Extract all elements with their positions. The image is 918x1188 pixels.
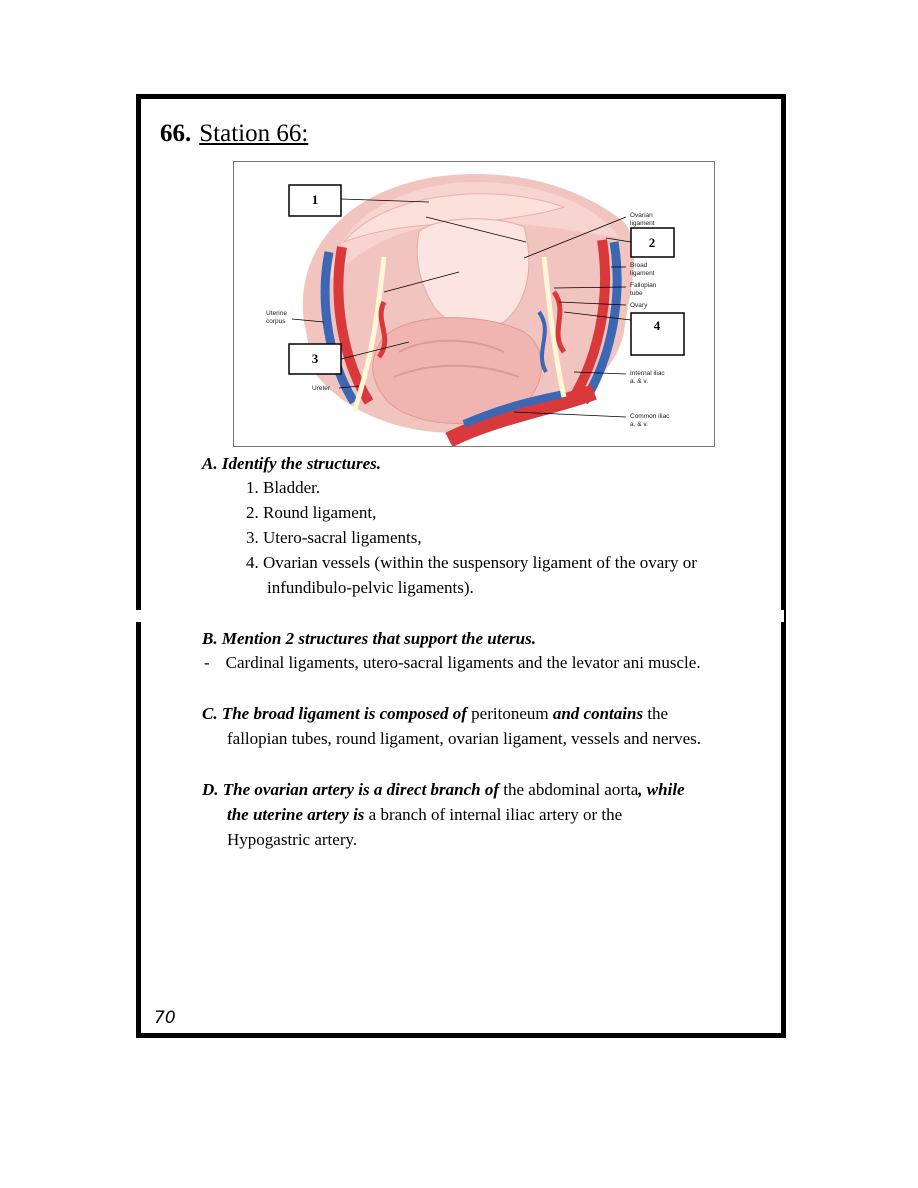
label-ovarian-ligament-1: Ovarian <box>630 212 653 219</box>
station-number: 66. <box>160 120 192 147</box>
anatomy-figure <box>233 161 715 447</box>
section-a-item-4-continued: infundibulo-pelvic ligaments). <box>267 578 474 597</box>
question-text: , while <box>638 780 685 799</box>
label-fallopian-tube-1: Fallopian <box>630 282 657 289</box>
question-text: C. The broad ligament is composed of <box>202 704 467 723</box>
label-broad-ligament-1: Broad <box>630 262 648 269</box>
label-uterine-corpus-1: Uterine <box>266 310 287 317</box>
label-internal-iliac-1: Internal iliac <box>630 370 665 377</box>
question-text: the uterine artery is <box>227 805 365 824</box>
item-number: 4. <box>246 553 259 572</box>
label-common-iliac-1: Common iliac <box>630 413 670 420</box>
section-a-item-4 <box>246 551 697 575</box>
station-label: Station 66: <box>199 120 309 147</box>
label-ovary: Ovary <box>630 302 648 309</box>
item-number: 3. <box>246 528 259 547</box>
label-broad-ligament-2: ligament <box>630 270 655 277</box>
label-ovarian-ligament-2: ligament <box>630 220 655 227</box>
label-common-iliac-2: a. & v. <box>630 421 648 428</box>
section-a-heading: A. Identify the structures. <box>202 454 381 473</box>
answer-text: Cardinal ligaments, utero-sacral ligaments and the levator ani muscle. <box>225 653 701 672</box>
section-d-line-2 <box>227 803 622 827</box>
section-c-line-2: fallopian tubes, round ligament, ovarian ligament, vessels and nerves. <box>227 729 701 748</box>
frame-gap <box>134 610 143 622</box>
question-text: and contains <box>548 704 644 723</box>
section-b-heading: B. Mention 2 structures that support the uterus. <box>202 629 536 648</box>
answer-text: a branch of internal iliac artery or the <box>364 805 623 824</box>
answer-text: peritoneum <box>466 704 549 723</box>
section-a-item-2 <box>246 501 376 525</box>
station-title <box>160 120 308 148</box>
item-text: Bladder. <box>263 478 321 497</box>
label-internal-iliac-2: a. & v. <box>630 378 648 385</box>
item-text: Ovarian vessels (within the suspensory ligament of the ovary or <box>263 553 697 572</box>
dash-marker: - <box>204 653 210 672</box>
section-a-item-1 <box>246 476 320 500</box>
figure-box-2: 2 <box>648 235 656 250</box>
question-text: D. The ovarian artery is a direct branch of <box>202 780 500 799</box>
frame-gap <box>775 610 784 622</box>
figure-box-1: 1 <box>311 192 319 207</box>
section-d-line-3: Hypogastric artery. <box>227 830 358 849</box>
section-c-line-1 <box>202 702 668 726</box>
figure-box-3: 3 <box>311 351 319 366</box>
section-a-item-3 <box>246 526 422 550</box>
label-fallopian-tube-2: tube <box>630 290 643 297</box>
label-ureter: Ureter <box>312 385 331 392</box>
answer-text: the <box>643 704 669 723</box>
label-uterine-corpus-2: corpus <box>266 318 286 325</box>
section-d-line-1 <box>202 778 685 802</box>
item-number: 1. <box>246 478 259 497</box>
page-number: 70 <box>154 1008 176 1028</box>
item-text: Utero-sacral ligaments, <box>263 528 422 547</box>
answer-text: the abdominal aorta <box>499 780 639 799</box>
figure-box-4: 4 <box>653 318 661 333</box>
item-number: 2. <box>246 503 259 522</box>
section-b-answer <box>204 651 701 675</box>
item-text: Round ligament, <box>263 503 377 522</box>
